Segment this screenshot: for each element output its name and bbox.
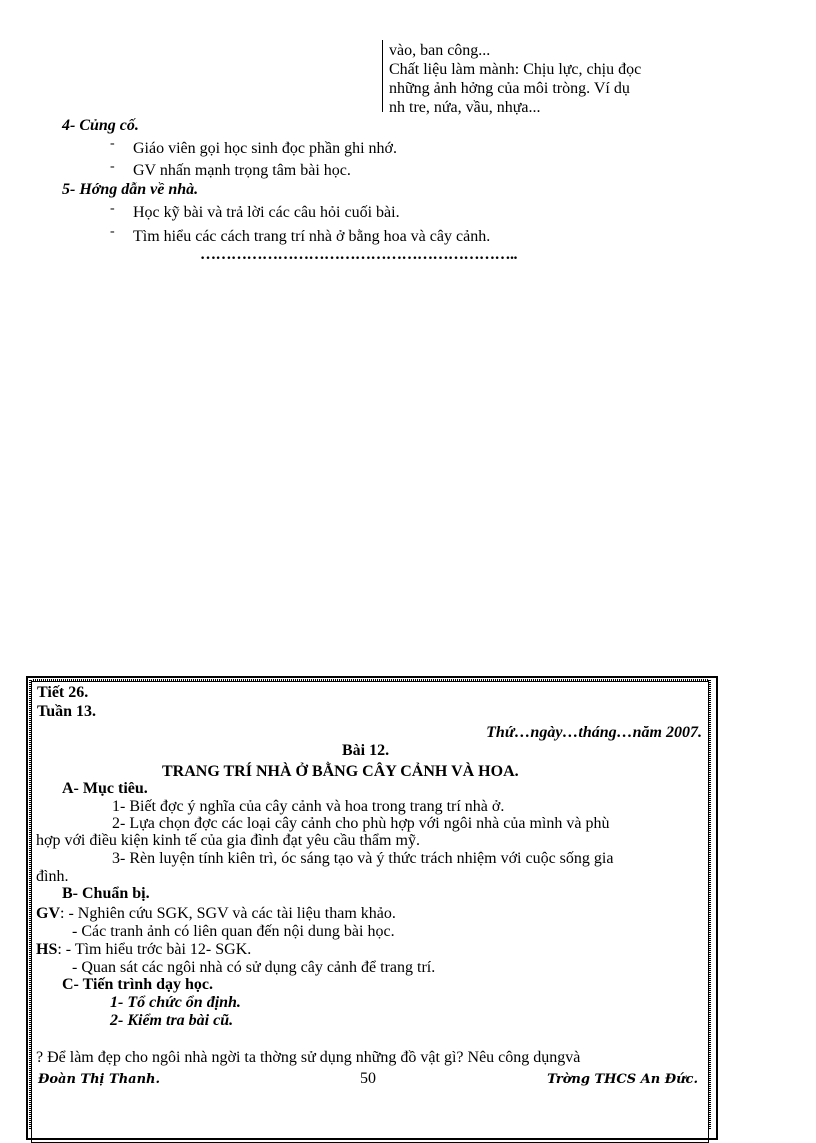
right-column-line-4: nh tre, nứa, vầu, nhựa...	[389, 99, 541, 116]
objective-2-line-1: 2- Lựa chọn đợc các loại cây cảnh cho phù hợp với ngôi nhà của mình và phù	[112, 815, 610, 832]
section-b-heading: B- Chuẩn bị.	[62, 885, 150, 902]
objective-2-line-2: hợp với điều kiện kinh tế của gia đình đạt yêu cầu thẩm mỹ.	[36, 832, 420, 849]
question-line: ? Để làm đẹp cho ngôi nhà ngời ta thờng sử dụng những đồ vật gì? Nêu công dụngvà	[36, 1049, 581, 1066]
section5-title: 5- Hớng dẫn về nhà.	[62, 181, 199, 198]
gv-line-2: - Các tranh ảnh có liên quan đến nội dung bài học.	[72, 923, 395, 940]
section4-title: 4- Củng cố.	[62, 117, 139, 134]
bullet-dash: -	[110, 136, 115, 151]
column-divider	[382, 40, 383, 112]
footer-page-number: 50	[360, 1070, 376, 1087]
right-column-line-2: Chất liệu làm mành: Chịu lực, chịu đọc	[389, 61, 642, 78]
bullet-dash: -	[110, 201, 115, 216]
lesson-number: Bài 12.	[342, 742, 390, 759]
step-1: 1- Tổ chức ổn định.	[110, 994, 241, 1011]
date-line: Thứ…ngày…tháng…năm 2007.	[486, 724, 702, 741]
bullet-dash: -	[110, 224, 115, 239]
tiet-label: Tiết 26.	[37, 684, 89, 701]
objective-1: 1- Biết đợc ý nghĩa của cây cảnh và hoa trong trang trí nhà ở.	[112, 798, 505, 815]
hs-line-1: HS: - Tìm hiểu trớc bài 12- SGK.	[36, 941, 252, 958]
right-column-line-1: vào, ban công...	[389, 42, 491, 59]
step-2: 2- Kiểm tra bài cũ.	[110, 1012, 234, 1029]
section4-item-2: GV nhấn mạnh trọng tâm bài học.	[133, 162, 351, 179]
section4-item-1: Giáo viên gọi học sinh đọc phần ghi nhớ.	[133, 140, 397, 157]
dotted-separator: ……………………………………………………..	[200, 246, 517, 263]
footer-author: Đoàn Thị Thanh.	[38, 1072, 161, 1087]
tuan-label: Tuần 13.	[37, 703, 96, 720]
right-column-line-3: những ảnh hởng của môi tròng. Ví dụ	[389, 80, 630, 97]
hs-line-2: - Quan sát các ngôi nhà có sử dụng cây cảnh để trang trí.	[72, 959, 436, 976]
objective-3-line-1: 3- Rèn luyện tính kiên trì, óc sáng tạo và ý thức trách nhiệm với cuộc sống gia	[112, 850, 614, 867]
footer-school: Trờng THCS An Đức.	[547, 1072, 698, 1087]
lesson-title: TRANG TRÍ NHÀ Ở BẰNG CÂY CẢNH VÀ HOA.	[162, 763, 519, 780]
objective-3-line-2: đình.	[36, 868, 69, 885]
section-c-heading: C- Tiến trình dạy học.	[62, 976, 213, 993]
bullet-dash: -	[110, 159, 115, 174]
section5-item-1: Học kỹ bài và trả lời các câu hỏi cuối bài.	[133, 204, 400, 221]
gv-line-1: GV: - Nghiên cứu SGK, SGV và các tài liệu tham khảo.	[36, 905, 396, 922]
section5-item-2: Tìm hiểu các cách trang trí nhà ở bằng hoa và cây cảnh.	[133, 228, 491, 245]
section-a-heading: A- Mục tiêu.	[62, 780, 148, 797]
